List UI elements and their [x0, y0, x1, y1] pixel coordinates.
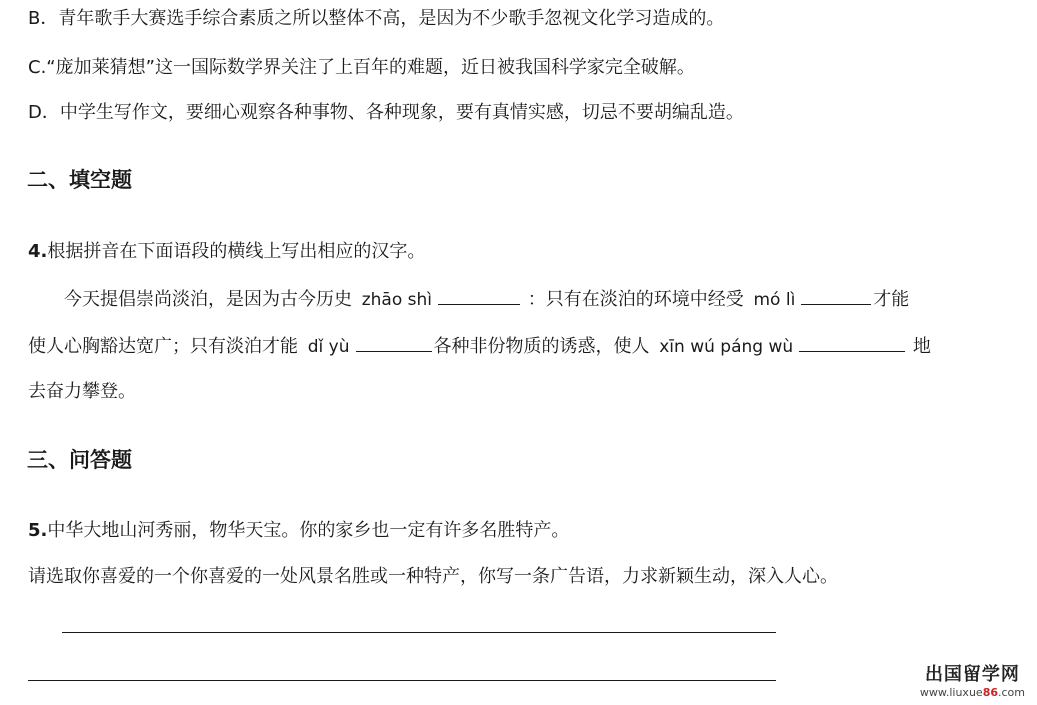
section-fill-blank-title: 二、填空题	[27, 168, 132, 192]
watermark-url	[920, 686, 1025, 699]
section-qa-title: 三、问答题	[27, 448, 132, 472]
question-5-number: 5.	[28, 520, 48, 541]
passage-text: ：只有在淡泊的环境中经受	[527, 289, 744, 310]
watermark-url-number: 86	[982, 686, 998, 699]
pinyin-zhao-shi: zhāo shì	[361, 290, 433, 310]
blank-2[interactable]	[801, 286, 871, 305]
passage-text: 才能	[873, 289, 910, 310]
passage-text: 各种非份物质的诱惑，使人	[433, 336, 650, 357]
question-5-instruction: 请选取你喜爱的一个你喜爱的一处风景名胜或一种特产，你写一条广告语，力求新颖生动，深入人心。	[28, 566, 838, 587]
passage-text: 今天提倡崇尚淡泊，是因为古今历史	[64, 289, 352, 310]
question-5-prompt	[28, 519, 569, 543]
blank-3[interactable]	[356, 333, 432, 352]
answer-line-2[interactable]	[28, 680, 776, 681]
question-5-text: 中华大地山河秀丽，物华天宝。你的家乡也一定有许多名胜特产。	[47, 520, 570, 541]
passage-line-2	[28, 333, 931, 359]
question-4-prompt	[28, 240, 425, 264]
blank-1[interactable]	[438, 286, 520, 305]
option-c: C.“庞加莱猜想”这一国际数学界关注了上百年的难题，近日被我国科学家完全破解。	[28, 57, 695, 78]
passage-line-1	[64, 286, 909, 312]
passage-line-3: 去奋力攀登。	[28, 381, 136, 402]
answer-line-1[interactable]	[62, 632, 776, 633]
blank-4[interactable]	[799, 333, 905, 352]
option-d: D．中学生写作文，要细心观察各种事物、各种现象，要有真情实感，切忌不要胡编乱造。	[28, 102, 744, 123]
site-watermark	[920, 664, 1025, 699]
passage-text: 使人心胸豁达宽广；只有淡泊才能	[28, 336, 298, 357]
watermark-url-part: .com	[998, 686, 1025, 699]
question-4-number: 4.	[28, 241, 48, 262]
passage-text: 地	[912, 336, 931, 357]
question-4-text: 根据拼音在下面语段的横线上写出相应的汉字。	[47, 241, 426, 262]
pinyin-mo-li: mó lì	[753, 290, 796, 310]
option-b: B．青年歌手大赛选手综合素质之所以整体不高，是因为不少歌手忽视文化学习造成的。	[28, 8, 725, 29]
watermark-url-part: www.liuxue	[919, 686, 983, 699]
pinyin-xin-wu-pang-wu: xīn wú páng wù	[659, 337, 794, 357]
pinyin-di-yu: dǐ yù	[307, 337, 350, 357]
watermark-name: 出国留学网	[924, 664, 1020, 685]
